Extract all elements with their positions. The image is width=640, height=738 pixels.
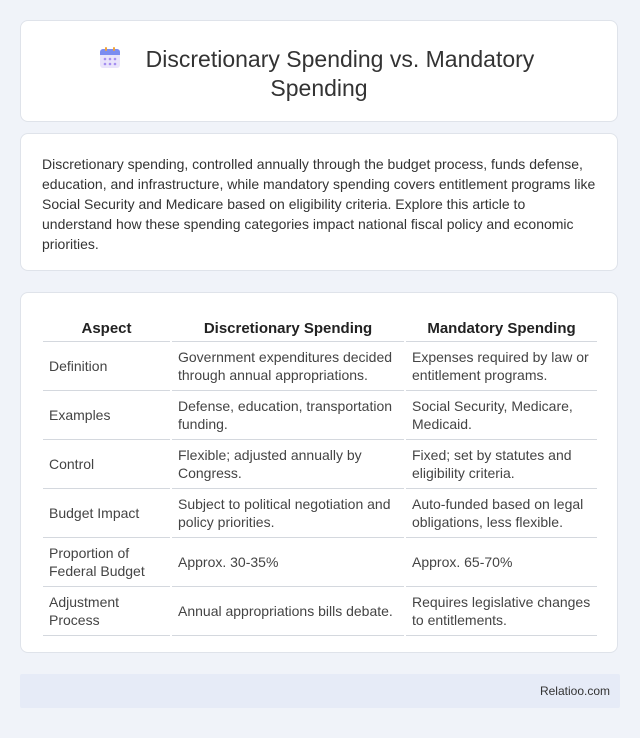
table-row [43, 391, 597, 440]
table-cell-mandatory: Social Security, Medicare, Medicaid. [406, 391, 597, 440]
column-header-discretionary: Discretionary Spending [172, 313, 404, 342]
table-row [43, 440, 597, 489]
table-cell-aspect: Proportion of Federal Budget [43, 538, 170, 587]
table-row [43, 489, 597, 538]
table-cell-discretionary: Subject to political negotiation and policy priorities. [172, 489, 404, 538]
footer-brand: Relatioo.com [539, 684, 610, 698]
table-cell-mandatory: Fixed; set by statutes and eligibility criteria. [406, 440, 597, 489]
comparison-table-card [20, 292, 618, 653]
table-row [43, 587, 597, 636]
intro-card [20, 133, 618, 271]
footer [20, 674, 620, 708]
table-cell-discretionary: Flexible; adjusted annually by Congress. [172, 440, 404, 489]
table-cell-aspect: Control [43, 440, 170, 489]
table-cell-aspect: Definition [43, 342, 170, 391]
table-cell-aspect: Examples [43, 391, 170, 440]
table-header-row [43, 313, 597, 342]
table-cell-mandatory: Approx. 65-70% [406, 538, 597, 587]
table-cell-discretionary: Government expenditures decided through annual appropriations. [172, 342, 404, 391]
title-card [20, 20, 618, 122]
page-title [21, 45, 617, 103]
intro-paragraph: Discretionary spending, controlled annually through the budget process, funds defense, education, and infrastructure, while mandatory spending covers entitlement programs like Social Security and Medicare based on eligibility criteria. Explore this article to understand how these spending categories impact national fiscal policy and economic priorities. [42, 156, 596, 252]
table-cell-mandatory: Auto-funded based on legal obligations, less flexible. [406, 489, 597, 538]
table-cell-discretionary: Approx. 30-35% [172, 538, 404, 587]
table-cell-discretionary: Defense, education, transportation funding. [172, 391, 404, 440]
page-title-line-2: Spending [270, 75, 368, 101]
column-header-aspect: Aspect [43, 313, 170, 342]
table-cell-discretionary: Annual appropriations bills debate. [172, 587, 404, 636]
table-cell-mandatory: Expenses required by law or entitlement programs. [406, 342, 597, 391]
page-title-line-1: Discretionary Spending vs. Mandatory [145, 46, 535, 72]
table-cell-aspect: Budget Impact [43, 489, 170, 538]
table-cell-aspect: Adjustment Process [43, 587, 170, 636]
table-cell-mandatory: Requires legislative changes to entitlements. [406, 587, 597, 636]
comparison-table [41, 313, 599, 636]
table-row [43, 342, 597, 391]
table-row [43, 538, 597, 587]
column-header-mandatory: Mandatory Spending [406, 313, 597, 342]
